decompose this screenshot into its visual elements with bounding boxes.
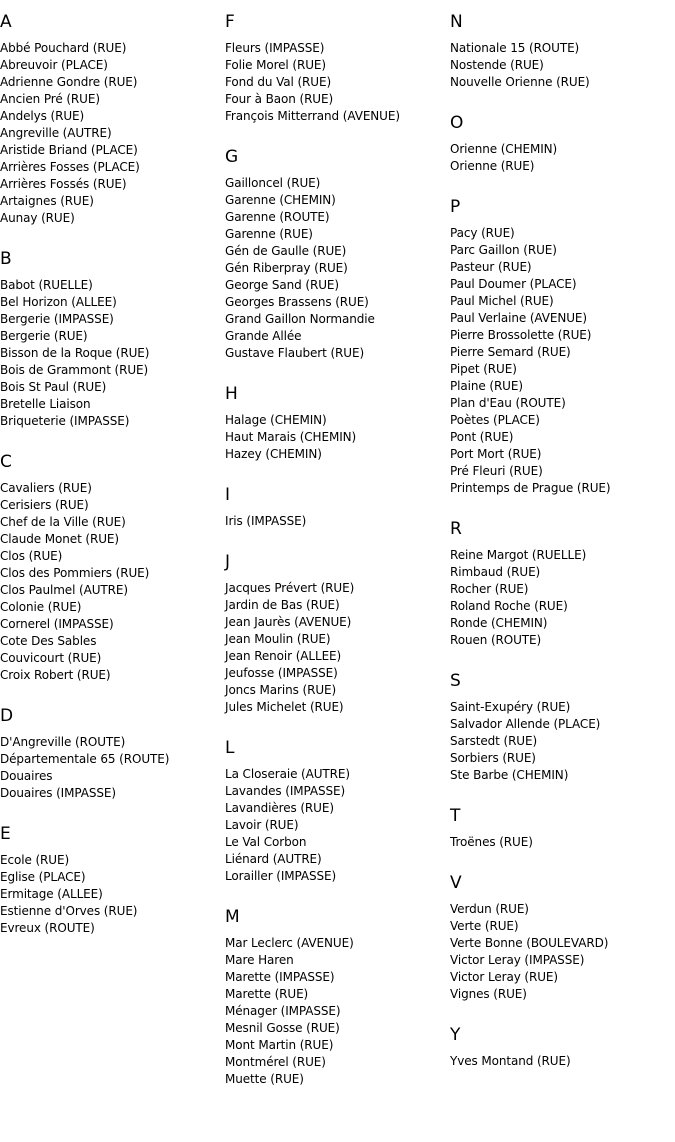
street-name: Douaires (0, 769, 53, 783)
street-name: Grande Allée (225, 329, 302, 343)
section-letter-heading: T (450, 806, 461, 826)
street-name: Bel Horizon (ALLEE) (0, 295, 117, 309)
street-name: Pierre Semard (RUE) (450, 345, 571, 359)
street-name: Briqueterie (IMPASSE) (0, 414, 130, 428)
street-name: Orienne (CHEMIN) (450, 142, 558, 156)
street-name: Lavoir (RUE) (225, 818, 299, 832)
street-name: Jacques Prévert (RUE) (225, 581, 355, 595)
street-name: Bergerie (IMPASSE) (0, 312, 114, 326)
street-name: Lorailler (IMPASSE) (225, 869, 337, 883)
section-letter-heading: E (0, 824, 11, 844)
letter-section (450, 871, 672, 1003)
street-name: Colonie (RUE) (0, 600, 82, 614)
street-name: Paul Doumer (PLACE) (450, 277, 577, 291)
street-name: Lavandes (IMPASSE) (225, 784, 346, 798)
street-name: Marette (RUE) (225, 987, 309, 1001)
street-name: Sorbiers (RUE) (450, 751, 536, 765)
street-name: Troënes (RUE) (450, 835, 533, 849)
street-name: Aristide Briand (PLACE) (0, 143, 138, 157)
street-name: Gén de Gaulle (RUE) (225, 244, 347, 258)
street-name: Abbé Pouchard (RUE) (0, 41, 127, 55)
street-name: Pipet (RUE) (450, 362, 517, 376)
street-name: Nostende (RUE) (450, 58, 544, 72)
street-name: Jules Michelet (RUE) (225, 700, 344, 714)
section-letter-heading: S (450, 671, 461, 691)
section-letter-heading: Y (450, 1025, 461, 1045)
street-name: Clos Paulmel (AUTRE) (0, 583, 128, 597)
section-letter-heading: P (450, 197, 461, 217)
section-letter-heading: M (225, 907, 240, 927)
street-name: Couvicourt (RUE) (0, 651, 102, 665)
street-name: Reine Margot (RUELLE) (450, 548, 587, 562)
letter-section (450, 669, 672, 784)
letter-section (450, 111, 672, 175)
letter-section (225, 736, 447, 885)
street-name: Mar Leclerc (AVENUE) (225, 936, 354, 950)
street-name: Le Val Corbon (225, 835, 307, 849)
section-letter-heading: A (0, 12, 12, 32)
street-name: Abreuvoir (PLACE) (0, 58, 108, 72)
street-name: Evreux (ROUTE) (0, 921, 95, 935)
street-name: Aunay (RUE) (0, 211, 75, 225)
street-name: Angreville (AUTRE) (0, 126, 112, 140)
street-name: Clos des Pommiers (RUE) (0, 566, 150, 580)
street-name: Poètes (PLACE) (450, 413, 540, 427)
street-name: Montmérel (RUE) (225, 1055, 326, 1069)
street-name: Jeufosse (IMPASSE) (225, 666, 338, 680)
street-name: Rocher (RUE) (450, 582, 529, 596)
street-name: Paul Michel (RUE) (450, 294, 554, 308)
street-name: Eglise (PLACE) (0, 870, 86, 884)
street-name: Pasteur (RUE) (450, 260, 532, 274)
letter-section (0, 247, 222, 430)
street-name: Marette (IMPASSE) (225, 970, 335, 984)
street-name: Fleurs (IMPASSE) (225, 41, 325, 55)
street-name: Haut Marais (CHEMIN) (225, 430, 357, 444)
street-name: Halage (CHEMIN) (225, 413, 327, 427)
street-name: Mare Haren (225, 953, 294, 967)
street-name: Iris (IMPASSE) (225, 514, 307, 528)
letter-section (0, 450, 222, 684)
street-name: Paul Verlaine (AVENUE) (450, 311, 587, 325)
street-name: Pacy (RUE) (450, 226, 515, 240)
street-name: Pierre Brossolette (RUE) (450, 328, 592, 342)
street-name: Garenne (ROUTE) (225, 210, 330, 224)
letter-section (0, 704, 222, 802)
section-letter-heading: G (225, 147, 239, 167)
section-letter-heading: O (450, 113, 464, 133)
letter-section (225, 483, 447, 530)
street-name: Arrières Fosses (PLACE) (0, 160, 140, 174)
index-column (225, 10, 447, 1108)
street-name: Ste Barbe (CHEMIN) (450, 768, 569, 782)
street-name: La Closeraie (AUTRE) (225, 767, 350, 781)
street-name: Nationale 15 (ROUTE) (450, 41, 580, 55)
section-letter-heading: R (450, 519, 462, 539)
section-letter-heading: B (0, 249, 12, 269)
street-name: Bergerie (RUE) (0, 329, 88, 343)
street-name: Joncs Marins (RUE) (225, 683, 337, 697)
street-name: Pré Fleuri (RUE) (450, 464, 543, 478)
street-name: Bois de Grammont (RUE) (0, 363, 149, 377)
street-name: Gailloncel (RUE) (225, 176, 321, 190)
street-name: Liénard (AUTRE) (225, 852, 322, 866)
letter-section (225, 145, 447, 362)
section-letter-heading: V (450, 873, 462, 893)
street-name: Rimbaud (RUE) (450, 565, 541, 579)
street-name: Saint-Exupéry (RUE) (450, 700, 571, 714)
street-name: Ménager (IMPASSE) (225, 1004, 341, 1018)
index-column (450, 10, 672, 1090)
section-letter-heading: H (225, 384, 238, 404)
section-letter-heading: F (225, 12, 235, 32)
letter-section (225, 550, 447, 716)
street-name: Sarstedt (RUE) (450, 734, 538, 748)
street-name: Mesnil Gosse (RUE) (225, 1021, 340, 1035)
index-column (0, 10, 222, 957)
street-name: Ronde (CHEMIN) (450, 616, 548, 630)
street-name: Artaignes (RUE) (0, 194, 94, 208)
street-name: Ecole (RUE) (0, 853, 70, 867)
street-name: Ermitage (ALLEE) (0, 887, 103, 901)
street-name: Plaine (RUE) (450, 379, 523, 393)
street-name: Bisson de la Roque (RUE) (0, 346, 150, 360)
street-name: Plan d'Eau (ROUTE) (450, 396, 566, 410)
street-name: Orienne (RUE) (450, 159, 535, 173)
street-name: Grand Gaillon Normandie (225, 312, 375, 326)
letter-section (450, 10, 672, 91)
street-name: Andelys (RUE) (0, 109, 85, 123)
street-name: Pont (RUE) (450, 430, 514, 444)
street-name: Roland Roche (RUE) (450, 599, 568, 613)
section-letter-heading: L (225, 738, 235, 758)
street-name: Four à Baon (RUE) (225, 92, 334, 106)
street-name: Yves Montand (RUE) (450, 1054, 571, 1068)
street-name: Claude Monet (RUE) (0, 532, 119, 546)
street-name: Cerisiers (RUE) (0, 498, 89, 512)
street-name: Adrienne Gondre (RUE) (0, 75, 138, 89)
street-name: Muette (RUE) (225, 1072, 304, 1086)
letter-section (450, 517, 672, 649)
street-name: Victor Leray (IMPASSE) (450, 953, 585, 967)
street-name: Rouen (ROUTE) (450, 633, 542, 647)
street-name: Bois St Paul (RUE) (0, 380, 107, 394)
street-name: Clos (RUE) (0, 549, 63, 563)
street-name: Cornerel (IMPASSE) (0, 617, 114, 631)
street-name: Ancien Pré (RUE) (0, 92, 100, 106)
street-name: Gén Riberpray (RUE) (225, 261, 348, 275)
section-letter-heading: N (450, 12, 463, 32)
street-name: Mont Martin (RUE) (225, 1038, 334, 1052)
street-name: Garenne (RUE) (225, 227, 313, 241)
street-name: Départementale 65 (ROUTE) (0, 752, 170, 766)
section-letter-heading: J (225, 552, 231, 572)
letter-section (0, 10, 222, 227)
street-name: Croix Robert (RUE) (0, 668, 111, 682)
section-letter-heading: D (0, 706, 14, 726)
letter-section (450, 804, 672, 851)
street-name: Vignes (RUE) (450, 987, 527, 1001)
section-letter-heading: I (225, 485, 231, 505)
street-name: D'Angreville (ROUTE) (0, 735, 126, 749)
street-name: Verdun (RUE) (450, 902, 529, 916)
street-name: Nouvelle Orienne (RUE) (450, 75, 590, 89)
street-name: Hazey (CHEMIN) (225, 447, 322, 461)
street-name: Fond du Val (RUE) (225, 75, 332, 89)
street-name: Jean Renoir (ALLEE) (225, 649, 342, 663)
street-name: Jean Jaurès (AVENUE) (225, 615, 352, 629)
section-letter-heading: C (0, 452, 12, 472)
street-name: François Mitterrand (AVENUE) (225, 109, 400, 123)
street-name: Verte Bonne (BOULEVARD) (450, 936, 609, 950)
letter-section (225, 382, 447, 463)
street-name: Chef de la Ville (RUE) (0, 515, 126, 529)
street-name: Salvador Allende (PLACE) (450, 717, 601, 731)
street-name: Victor Leray (RUE) (450, 970, 558, 984)
street-name: George Sand (RUE) (225, 278, 339, 292)
street-name: Folie Morel (RUE) (225, 58, 326, 72)
street-name: Lavandières (RUE) (225, 801, 334, 815)
street-name: Babot (RUELLE) (0, 278, 93, 292)
street-name: Georges Brassens (RUE) (225, 295, 369, 309)
street-name: Port Mort (RUE) (450, 447, 542, 461)
street-name: Cote Des Sables (0, 634, 97, 648)
street-name: Estienne d'Orves (RUE) (0, 904, 138, 918)
street-name: Parc Gaillon (RUE) (450, 243, 557, 257)
street-name: Arrières Fossés (RUE) (0, 177, 127, 191)
street-name: Printemps de Prague (RUE) (450, 481, 611, 495)
letter-section (450, 195, 672, 497)
street-name: Jean Moulin (RUE) (225, 632, 331, 646)
street-name: Jardin de Bas (RUE) (225, 598, 340, 612)
letter-section (450, 1023, 672, 1070)
street-name: Douaires (IMPASSE) (0, 786, 116, 800)
street-name: Verte (RUE) (450, 919, 519, 933)
letter-section (0, 822, 222, 937)
street-name: Bretelle Liaison (0, 397, 91, 411)
letter-section (225, 10, 447, 125)
street-name: Cavaliers (RUE) (0, 481, 92, 495)
street-name: Gustave Flaubert (RUE) (225, 346, 365, 360)
letter-section (225, 905, 447, 1088)
street-name: Garenne (CHEMIN) (225, 193, 336, 207)
